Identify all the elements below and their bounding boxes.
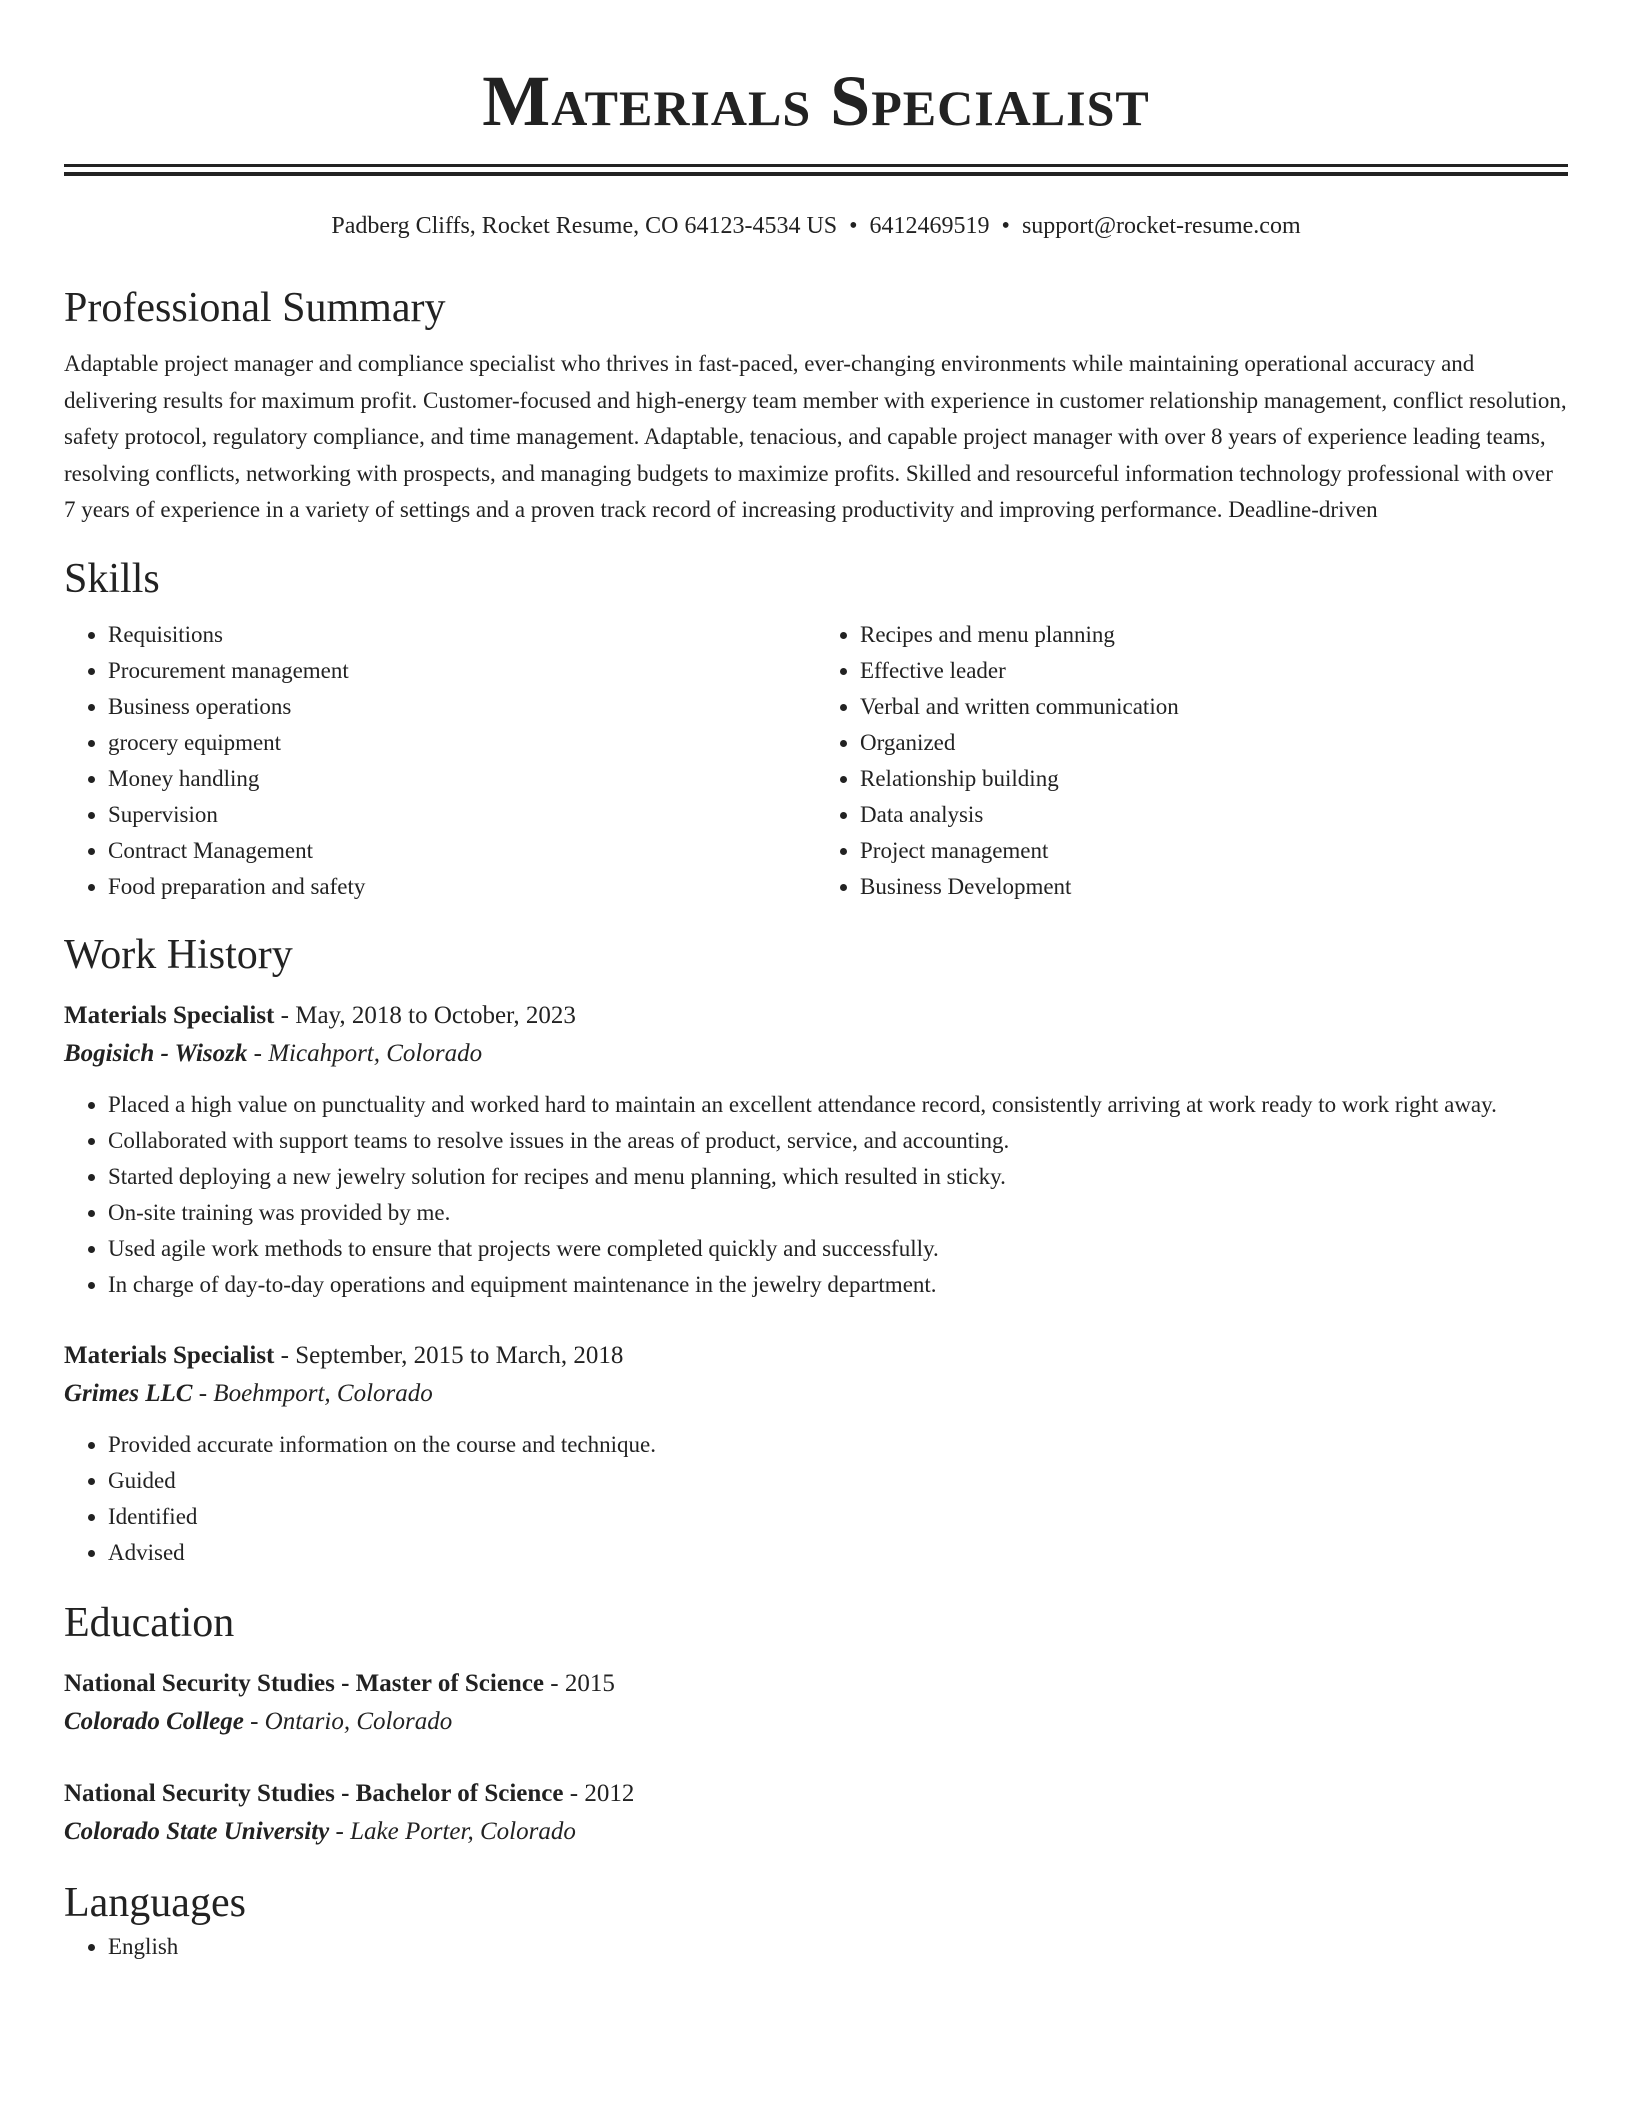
education-school-line xyxy=(64,1703,1568,1741)
job-role: Materials Specialist xyxy=(64,1341,275,1369)
education-school-line xyxy=(64,1813,1568,1851)
job-company: Bogisich - Wisozk xyxy=(64,1039,248,1067)
contact-separator: • xyxy=(1001,213,1010,239)
education-school: Colorado State University xyxy=(64,1817,330,1845)
skill-item: • Money handling xyxy=(108,761,816,797)
job-bullet: • Collaborated with support teams to resolve issues in the areas of product, service, and accounting. xyxy=(108,1123,1568,1159)
contact-separator: • xyxy=(849,213,858,239)
languages-heading: Languages xyxy=(64,1879,246,1926)
education-degree: National Security Studies - Master of Science xyxy=(64,1669,545,1697)
job-title-line xyxy=(64,1337,1568,1375)
skills-left-column xyxy=(64,617,816,905)
job-bullet: • On-site training was provided by me. xyxy=(108,1195,1568,1231)
job-bullets xyxy=(64,1087,1568,1303)
language-item: • English xyxy=(108,1929,1568,1965)
job-location: - Micahport, Colorado xyxy=(247,1039,483,1067)
languages-list xyxy=(64,1929,1568,1965)
skill-item: • Verbal and written communication xyxy=(860,689,1568,725)
job-company-line xyxy=(64,1035,1568,1073)
skill-item: • Recipes and menu planning xyxy=(860,617,1568,653)
contact-line xyxy=(64,210,1568,242)
skill-item: • Effective leader xyxy=(860,653,1568,689)
job-role: Materials Specialist xyxy=(64,1001,275,1029)
job-bullet: • Started deploying a new jewelry solution for recipes and menu planning, which resulted in sticky. xyxy=(108,1159,1568,1195)
skill-item: • Food preparation and safety xyxy=(108,869,816,905)
skill-item: • Project management xyxy=(860,833,1568,869)
job-location: - Boehmport, Colorado xyxy=(192,1379,433,1407)
education-degree-line xyxy=(64,1775,1568,1813)
job-bullet: • Provided accurate information on the course and technique. xyxy=(108,1427,1568,1463)
job-bullet: • Advised xyxy=(108,1535,1568,1571)
education-entry xyxy=(64,1775,1568,1851)
resume-page xyxy=(64,0,1568,1965)
education-degree-line xyxy=(64,1665,1568,1703)
skill-item: • Relationship building xyxy=(860,761,1568,797)
contact-email: support@rocket-resume.com xyxy=(1021,213,1301,239)
job-bullet: • Identified xyxy=(108,1499,1568,1535)
job-bullet: • Used agile work methods to ensure that projects were completed quickly and successfully. xyxy=(108,1231,1568,1267)
job-company: Grimes LLC xyxy=(64,1379,193,1407)
job-bullet: • Placed a high value on punctuality and worked hard to maintain an excellent attendance record, consistently arriving at work ready to work right away. xyxy=(108,1087,1568,1123)
job-dates: - September, 2015 to March, 2018 xyxy=(274,1341,624,1369)
summary-heading: Professional Summary xyxy=(64,285,446,331)
job-bullet: • In charge of day-to-day operations and equipment maintenance in the jewelry department. xyxy=(108,1267,1568,1303)
skills-right-column xyxy=(816,617,1568,905)
education-school: Colorado College xyxy=(64,1707,244,1735)
skill-item: • Business operations xyxy=(108,689,816,725)
skill-item: • Procurement management xyxy=(108,653,816,689)
skill-item: • Organized xyxy=(860,725,1568,761)
contact-address: Padberg Cliffs, Rocket Resume, CO 64123-4534 US xyxy=(331,213,838,239)
contact-phone: 6412469519 xyxy=(869,213,990,239)
education-entry xyxy=(64,1665,1568,1741)
header-divider-thick xyxy=(64,164,1568,167)
education-location: - Ontario, Colorado xyxy=(243,1707,453,1735)
resume-name: Materials Specialist xyxy=(482,61,1150,141)
job-title-line xyxy=(64,997,1568,1035)
skill-item: • Data analysis xyxy=(860,797,1568,833)
skill-item: • Business Development xyxy=(860,869,1568,905)
skills-grid xyxy=(64,617,1568,905)
skill-item: • grocery equipment xyxy=(108,725,816,761)
summary-text: Adaptable project manager and compliance specialist who thrives in fast-paced, ever-changing environments while maintaining operational accuracy and delivering results for maximum profit. Customer-focused and high-energy team member with experience in customer relationship management, conflict resolution, safety protocol, regulatory compliance, and time management. Adaptable, tenacious, and capable project manager with over 8 years of experience leading teams, resolving conflicts, networking with prospects, and managing budgets to maximize profits. Skilled and resourceful information technology professional with over 7 years of experience in a variety of settings and a proven track record of increasing productivity and improving performance. Deadline-driven xyxy=(64,351,1567,522)
job-bullets xyxy=(64,1427,1568,1571)
job-bullet: • Guided xyxy=(108,1463,1568,1499)
skill-item: • Requisitions xyxy=(108,617,816,653)
education-year: - 2012 xyxy=(563,1779,635,1807)
education-degree: National Security Studies - Bachelor of Science xyxy=(64,1779,564,1807)
job-company-line xyxy=(64,1375,1568,1413)
skill-item: • Supervision xyxy=(108,797,816,833)
skills-heading: Skills xyxy=(64,555,160,602)
education-location: - Lake Porter, Colorado xyxy=(329,1817,576,1845)
education-year: - 2015 xyxy=(544,1669,615,1697)
skill-item: • Contract Management xyxy=(108,833,816,869)
work-history-heading: Work History xyxy=(64,931,293,978)
header-divider-thin xyxy=(64,172,1568,176)
job-entry xyxy=(64,997,1568,1303)
job-dates: - May, 2018 to October, 2023 xyxy=(274,1001,576,1029)
education-heading: Education xyxy=(64,1599,235,1646)
job-entry xyxy=(64,1337,1568,1571)
